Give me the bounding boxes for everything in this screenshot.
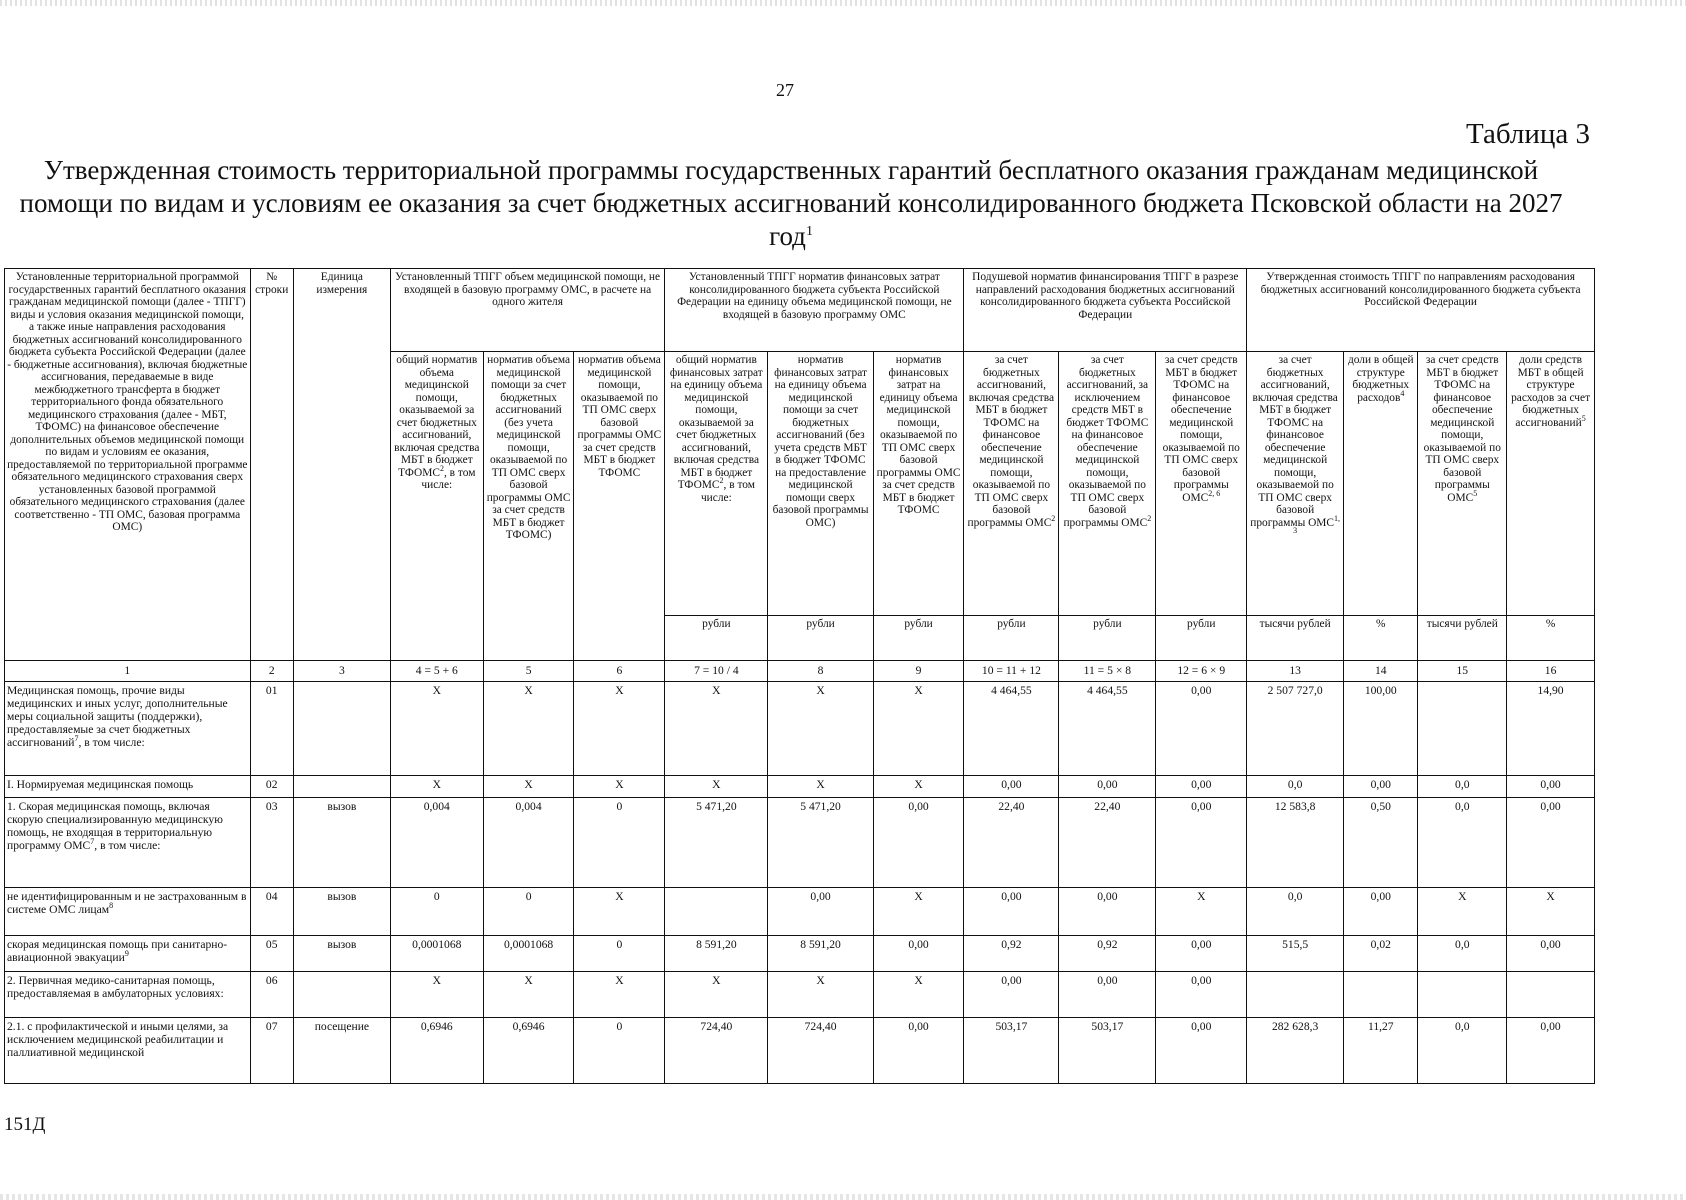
- header-c14: доли в общей структуре бюджетных расходов$^4$: [1344, 352, 1418, 616]
- value-cell: Х: [574, 682, 665, 776]
- header-c3: Единица измерения: [293, 269, 390, 661]
- value-cell: [1418, 682, 1507, 776]
- value-cell: 0,00: [1507, 1018, 1595, 1084]
- column-index-cell: 5: [483, 661, 574, 682]
- row-number-cell: 01: [250, 682, 293, 776]
- value-cell: 12 583,8: [1247, 798, 1344, 888]
- value-cell: 0,00: [873, 1018, 964, 1084]
- value-cell: Х: [574, 776, 665, 798]
- value-cell: 0: [483, 888, 574, 936]
- row-label: не идентифицированным и не застрахованным в системе ОМС лицам$^8$: [5, 888, 251, 936]
- column-index-cell: 14: [1344, 661, 1418, 682]
- value-cell: Х: [665, 776, 768, 798]
- value-cell: 0: [574, 798, 665, 888]
- value-cell: 22,40: [1059, 798, 1156, 888]
- column-index-row: [5, 661, 1595, 682]
- column-index-cell: 6: [574, 661, 665, 682]
- unit-c15: тысячи рублей: [1418, 615, 1507, 660]
- footer-code: 151Д: [4, 1114, 46, 1135]
- table-row: [5, 936, 1595, 972]
- row-label: Медицинская помощь, прочие виды медицинских и иных услуг, дополнительные меры социальной защиты (поддержки), предоставляемые за счет бюджетных ассигнований$^7$, в том числе:: [5, 682, 251, 776]
- header-row-groups: [5, 269, 1595, 352]
- value-cell: 0,00: [1507, 936, 1595, 972]
- table-body: [5, 661, 1595, 1084]
- header-c8: норматив финансовых затрат на единицу объема медицинской помощи за счет бюджетных ассигнований (без учета средств МБТ в бюджет ТФОМС на предоставление медицинской помощи сверх базовой программы ОМС): [768, 352, 873, 616]
- value-cell: Х: [768, 776, 873, 798]
- value-cell: 0,0001068: [483, 936, 574, 972]
- table-row: [5, 1018, 1595, 1084]
- scan-edge-top: [0, 0, 1686, 6]
- row-number-cell: 07: [250, 1018, 293, 1084]
- unit-c13: тысячи рублей: [1247, 615, 1344, 660]
- value-cell: 0,92: [1059, 936, 1156, 972]
- column-index-cell: 16: [1507, 661, 1595, 682]
- value-cell: Х: [768, 972, 873, 1018]
- row-label: 2.1. с профилактической и иными целями, за исключением медицинской реабилитации и паллиативной медицинской: [5, 1018, 251, 1084]
- value-cell: 0,00: [1156, 936, 1247, 972]
- value-cell: 0: [574, 936, 665, 972]
- header-c1: Установленные территориальной программой государственных гарантий бесплатного оказания гражданам медицинской помощи (далее - ТПГГ) виды и условия оказания медицинской помощи, а также иные направления расходования бюджетных ассигнований консолидированного бюджета субъекта Российской Федерации (далее - бюджетные ассигнования), включая бюджетные ассигнования, передаваемые в виде межбюджетного трансферта в бюджет территориального фонда обязательного медицинского страхования (далее - МБТ, ТФОМС) на финансовое обеспечение дополнительных объемов медицинской помощи по видам и условиям ее оказания, предоставляемой по территориальной программе обязательного медицинского страхования сверх установленных базовой программой обязательного медицинского страхования (далее соответственно - ТП ОМС, базовая программа ОМС): [5, 269, 251, 661]
- value-cell: 0,0: [1418, 936, 1507, 972]
- header-c9: норматив финансовых затрат на единицу объема медицинской помощи, оказываемой по ТП ОМС сверх базовой программы ОМС за счет средств МБТ в бюджет ТФОМС: [873, 352, 964, 616]
- unit-c10: рубли: [964, 615, 1059, 660]
- unit-cell: вызов: [293, 888, 390, 936]
- value-cell: 724,40: [768, 1018, 873, 1084]
- value-cell: [1507, 972, 1595, 1018]
- value-cell: 0: [574, 1018, 665, 1084]
- document-title: [0, 154, 1582, 253]
- value-cell: 11,27: [1344, 1018, 1418, 1084]
- value-cell: Х: [1418, 888, 1507, 936]
- value-cell: Х: [574, 972, 665, 1018]
- value-cell: Х: [665, 682, 768, 776]
- value-cell: 0,0: [1418, 1018, 1507, 1084]
- value-cell: 2 507 727,0: [1247, 682, 1344, 776]
- header-group-cost-norm: Установленный ТПГГ норматив финансовых затрат консолидированного бюджета субъекта Российской Федерации на единицу объема медицинской помощи, не входящей в базовую программу ОМС: [665, 269, 964, 352]
- header-group-per-capita: Подушевой норматив финансирования ТПГГ в разрезе направлений расходования бюджетных ассигнований консолидированного бюджета субъекта Российской Федерации: [964, 269, 1247, 352]
- value-cell: Х: [483, 682, 574, 776]
- value-cell: 0,00: [873, 798, 964, 888]
- value-cell: 0,00: [1156, 776, 1247, 798]
- header-c12: за счет средств МБТ в бюджет ТФОМС на финансовое обеспечение медицинской помощи, оказываемой по ТП ОМС сверх базовой программы ОМС$^{2, 6}$: [1156, 352, 1247, 616]
- value-cell: 0,0: [1247, 776, 1344, 798]
- value-cell: 4 464,55: [1059, 682, 1156, 776]
- unit-cell: вызов: [293, 798, 390, 888]
- value-cell: Х: [873, 972, 964, 1018]
- column-index-cell: 3: [293, 661, 390, 682]
- value-cell: 0,00: [1059, 888, 1156, 936]
- column-index-cell: 12 = 6 × 9: [1156, 661, 1247, 682]
- value-cell: 0: [390, 888, 483, 936]
- scan-edge-bottom: [0, 1194, 1686, 1200]
- value-cell: Х: [873, 682, 964, 776]
- value-cell: 8 591,20: [665, 936, 768, 972]
- value-cell: Х: [390, 682, 483, 776]
- header-c16: доли средств МБТ в общей структуре расходов за счет бюджетных ассигнований$^5$: [1507, 352, 1595, 616]
- value-cell: [665, 888, 768, 936]
- row-label: скорая медицинская помощь при санитарно-авиационной эвакуации$^9$: [5, 936, 251, 972]
- value-cell: 14,90: [1507, 682, 1595, 776]
- unit-c11: рубли: [1059, 615, 1156, 660]
- column-index-cell: 15: [1418, 661, 1507, 682]
- value-cell: 0,6946: [483, 1018, 574, 1084]
- value-cell: 4 464,55: [964, 682, 1059, 776]
- value-cell: 724,40: [665, 1018, 768, 1084]
- header-c13: за счет бюджетных ассигнований, включая средства МБТ в бюджет ТФОМС на финансовое обеспечение медицинской помощи, оказываемой по ТП ОМС сверх базовой программы ОМС$^{1, 3}$: [1247, 352, 1344, 616]
- value-cell: 0,0: [1418, 776, 1507, 798]
- value-cell: 0,00: [768, 888, 873, 936]
- value-cell: 0,00: [1156, 972, 1247, 1018]
- value-cell: 0,00: [1059, 972, 1156, 1018]
- value-cell: 0,00: [964, 888, 1059, 936]
- value-cell: 0,0: [1247, 888, 1344, 936]
- cost-table: [4, 268, 1595, 1084]
- row-label: 1. Скорая медицинская помощь, включая скорую специализированную медицинскую помощь, не входящая в территориальную программу ОМС$^7$, в том числе:: [5, 798, 251, 888]
- column-index-cell: 11 = 5 × 8: [1059, 661, 1156, 682]
- value-cell: 0,02: [1344, 936, 1418, 972]
- value-cell: 0,00: [1059, 776, 1156, 798]
- unit-cell: [293, 776, 390, 798]
- value-cell: 0,00: [1507, 776, 1595, 798]
- title-text: Утвержденная стоимость территориальной программы государственных гарантий бесплатного оказания гражданам медицинской помощи по видам и условиям ее оказания за счет бюджетных ассигнований консолидированного бюджета Псковской области на 2027 год: [19, 155, 1563, 251]
- value-cell: 0,50: [1344, 798, 1418, 888]
- row-label: I. Нормируемая медицинская помощь: [5, 776, 251, 798]
- value-cell: Х: [665, 972, 768, 1018]
- value-cell: Х: [574, 888, 665, 936]
- column-index-cell: 7 = 10 / 4: [665, 661, 768, 682]
- header-c10: за счет бюджетных ассигнований, включая средства МБТ в бюджет ТФОМС на финансовое обеспечение медицинской помощи, оказываемой по ТП ОМС сверх базовой программы ОМС$^2$: [964, 352, 1059, 616]
- value-cell: Х: [768, 682, 873, 776]
- column-index-cell: 10 = 11 + 12: [964, 661, 1059, 682]
- unit-c9: рубли: [873, 615, 964, 660]
- value-cell: 0,00: [1156, 798, 1247, 888]
- row-number-cell: 02: [250, 776, 293, 798]
- value-cell: 503,17: [964, 1018, 1059, 1084]
- value-cell: 515,5: [1247, 936, 1344, 972]
- column-index-cell: 8: [768, 661, 873, 682]
- value-cell: 0,00: [1344, 776, 1418, 798]
- value-cell: 0,00: [1507, 798, 1595, 888]
- value-cell: Х: [873, 776, 964, 798]
- page-number: 27: [776, 80, 794, 100]
- value-cell: Х: [1507, 888, 1595, 936]
- value-cell: 0,0001068: [390, 936, 483, 972]
- header-c5: норматив объема медицинской помощи за счет бюджетных ассигнований (без учета медицинской помощи, оказываемой по ТП ОМС сверх базовой программы ОМС за счет средств МБТ в бюджет ТФОМС): [483, 352, 574, 661]
- value-cell: Х: [390, 972, 483, 1018]
- value-cell: 0,00: [873, 936, 964, 972]
- header-c11: за счет бюджетных ассигнований, за исключением средств МБТ в бюджет ТФОМС на финансовое обеспечение медицинской помощи, оказываемой по ТП ОМС сверх базовой программы ОМС$^2$: [1059, 352, 1156, 616]
- row-number-cell: 05: [250, 936, 293, 972]
- value-cell: Х: [483, 972, 574, 1018]
- unit-c7: рубли: [665, 615, 768, 660]
- row-number-cell: 04: [250, 888, 293, 936]
- table-row: [5, 888, 1595, 936]
- value-cell: 22,40: [964, 798, 1059, 888]
- header-c4: общий норматив объема медицинской помощи, оказываемой за счет бюджетных ассигнований, включая средства МБТ в бюджет ТФОМС$^2$, в том числе:: [390, 352, 483, 661]
- value-cell: [1418, 972, 1507, 1018]
- header-c6: норматив объема медицинской помощи, оказываемой по ТП ОМС сверх базовой программы ОМС за счет средств МБТ в бюджет ТФОМС: [574, 352, 665, 661]
- value-cell: 503,17: [1059, 1018, 1156, 1084]
- unit-cell: вызов: [293, 936, 390, 972]
- table-row: [5, 798, 1595, 888]
- value-cell: 5 471,20: [768, 798, 873, 888]
- value-cell: 0,92: [964, 936, 1059, 972]
- column-index-cell: 2: [250, 661, 293, 682]
- value-cell: 5 471,20: [665, 798, 768, 888]
- value-cell: [1247, 972, 1344, 1018]
- value-cell: [1344, 972, 1418, 1018]
- column-index-cell: 9: [873, 661, 964, 682]
- row-number-cell: 03: [250, 798, 293, 888]
- value-cell: 0,004: [390, 798, 483, 888]
- unit-cell: [293, 972, 390, 1018]
- value-cell: Х: [483, 776, 574, 798]
- value-cell: 100,00: [1344, 682, 1418, 776]
- value-cell: 0,00: [1344, 888, 1418, 936]
- header-c15: за счет средств МБТ в бюджет ТФОМС на финансовое обеспечение медицинской помощи, оказываемой по ТП ОМС сверх базовой программы ОМС$^5$: [1418, 352, 1507, 616]
- table-row: [5, 776, 1595, 798]
- row-number-cell: 06: [250, 972, 293, 1018]
- unit-c14: %: [1344, 615, 1418, 660]
- value-cell: Х: [873, 888, 964, 936]
- table-label: Таблица 3: [1465, 118, 1590, 150]
- column-index-cell: 13: [1247, 661, 1344, 682]
- value-cell: 282 628,3: [1247, 1018, 1344, 1084]
- value-cell: 0,6946: [390, 1018, 483, 1084]
- unit-cell: посещение: [293, 1018, 390, 1084]
- header-group-volume: Установленный ТПГГ объем медицинской помощи, не входящей в базовую программу ОМС, в расчете на одного жителя: [390, 269, 664, 352]
- header-group-approved-cost: Утвержденная стоимость ТПГГ по направлениям расходования бюджетных ассигнований консолидированного бюджета субъекта Российской Федерации: [1247, 269, 1595, 352]
- header-c2: № строки: [250, 269, 293, 661]
- value-cell: Х: [1156, 888, 1247, 936]
- value-cell: 8 591,20: [768, 936, 873, 972]
- unit-cell: [293, 682, 390, 776]
- value-cell: 0,00: [964, 972, 1059, 1018]
- table-row: [5, 682, 1595, 776]
- unit-c12: рубли: [1156, 615, 1247, 660]
- value-cell: Х: [390, 776, 483, 798]
- value-cell: 0,00: [1156, 682, 1247, 776]
- title-footnote-mark: 1: [805, 224, 813, 239]
- table-row: [5, 972, 1595, 1018]
- column-index-cell: 1: [5, 661, 251, 682]
- value-cell: 0,0: [1418, 798, 1507, 888]
- header-c7: общий норматив финансовых затрат на единицу объема медицинской помощи, оказываемой за счет бюджетных ассигнований, включая средства МБТ в бюджет ТФОМС$^2$, в том числе:: [665, 352, 768, 616]
- column-index-cell: 4 = 5 + 6: [390, 661, 483, 682]
- unit-c16: %: [1507, 615, 1595, 660]
- row-label: 2. Первичная медико-санитарная помощь, предоставляемая в амбулаторных условиях:: [5, 972, 251, 1018]
- unit-c8: рубли: [768, 615, 873, 660]
- value-cell: 0,00: [1156, 1018, 1247, 1084]
- value-cell: 0,00: [964, 776, 1059, 798]
- value-cell: 0,004: [483, 798, 574, 888]
